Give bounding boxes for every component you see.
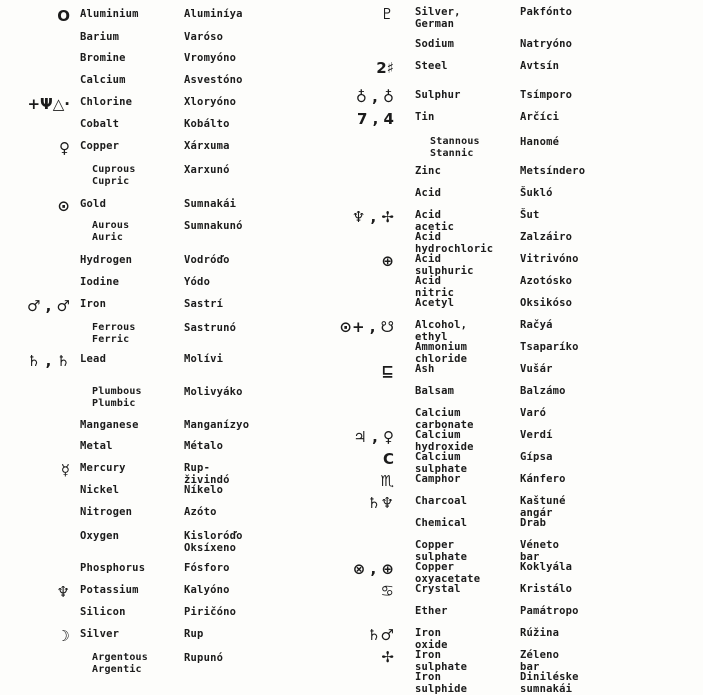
romani-term: Račyá bbox=[520, 319, 553, 331]
romani-term: Kristálo bbox=[520, 583, 573, 595]
alchemical-symbol-icon: ♄♆ bbox=[367, 494, 394, 512]
romani-term: Rupunó bbox=[184, 652, 224, 664]
alchemical-symbol-icon: ⊙+ , ☋ bbox=[339, 318, 394, 336]
english-term: Metal bbox=[80, 440, 113, 452]
romani-term: Molivyáko bbox=[184, 386, 243, 398]
romani-term: Xárxuma bbox=[184, 140, 230, 152]
english-term: Ether bbox=[415, 605, 448, 617]
english-term: Chemical bbox=[415, 517, 468, 529]
english-term: Nitrogen bbox=[80, 506, 133, 518]
alchemical-symbol-icon: C bbox=[382, 450, 394, 468]
english-term: Hydrogen bbox=[80, 254, 133, 266]
romani-term: Rup bbox=[184, 628, 204, 640]
romani-term: Pakfónto bbox=[520, 6, 573, 18]
romani-term: Balzámo bbox=[520, 385, 566, 397]
romani-term: Xarxunó bbox=[184, 164, 230, 176]
english-term: Camphor bbox=[415, 473, 461, 485]
romani-term: Sastrunó bbox=[184, 322, 237, 334]
romani-term: Kobálto bbox=[184, 118, 230, 130]
romani-term: Kaštuné angár bbox=[520, 495, 566, 519]
alchemical-symbol-icon: ♄♂ bbox=[367, 626, 394, 644]
romani-term: Rup-živindó bbox=[184, 462, 230, 486]
romani-term: Molívi bbox=[184, 353, 224, 365]
english-term: Stannous Stannic bbox=[430, 136, 480, 159]
english-term: Balsam bbox=[415, 385, 455, 397]
english-term: Iron sulphate bbox=[415, 649, 468, 673]
romani-term: Avtsín bbox=[520, 60, 560, 72]
english-term: Sodium bbox=[415, 38, 455, 50]
english-term: Potassium bbox=[80, 584, 139, 596]
romani-term: Tsímporo bbox=[520, 89, 573, 101]
alchemical-symbol-icon: 7 , 4 bbox=[356, 110, 394, 128]
english-term: Calcium sulphate bbox=[415, 451, 468, 475]
english-term: Phosphorus bbox=[80, 562, 146, 574]
romani-term: Vromyóno bbox=[184, 52, 237, 64]
english-term: Acid hydrochloric bbox=[415, 231, 494, 255]
english-term: Acid sulphuric bbox=[415, 253, 474, 277]
romani-term: Piričóno bbox=[184, 606, 237, 618]
english-term: Acid nitric bbox=[415, 275, 455, 299]
alchemical-symbol-icon: ⊗ , ⊕ bbox=[352, 560, 394, 578]
english-term: Alcohol, ethyl bbox=[415, 319, 468, 343]
english-term: Aurous Auric bbox=[92, 220, 130, 243]
english-term: Barium bbox=[80, 31, 120, 43]
english-term: Nickel bbox=[80, 484, 120, 496]
romani-term: Sastrí bbox=[184, 298, 224, 310]
english-term: Mercury bbox=[80, 462, 126, 474]
english-term: Ferrous Ferric bbox=[92, 322, 136, 345]
english-term: Iron bbox=[80, 298, 107, 310]
romani-term: Azóto bbox=[184, 506, 217, 518]
english-term: Cobalt bbox=[80, 118, 120, 130]
romani-term: Kalyóno bbox=[184, 584, 230, 596]
english-term: Gold bbox=[80, 198, 107, 210]
alchemical-symbol-icon: ☽ bbox=[56, 627, 70, 645]
english-term: Iodine bbox=[80, 276, 120, 288]
alchemical-symbol-icon: ♄ , ♄ bbox=[26, 352, 70, 370]
romani-term: Varó bbox=[520, 407, 547, 419]
english-term: Copper oxyacetate bbox=[415, 561, 481, 585]
english-term: Calcium bbox=[80, 74, 126, 86]
english-term: Copper sulphate bbox=[415, 539, 468, 563]
romani-term: Hanomé bbox=[520, 136, 560, 148]
romani-term: Zalzáiro bbox=[520, 231, 573, 243]
romani-term: Métalo bbox=[184, 440, 224, 452]
alchemical-symbol-icon: ♋ bbox=[380, 582, 394, 600]
english-term: Acetyl bbox=[415, 297, 455, 309]
romani-term: Níkelo bbox=[184, 484, 224, 496]
romani-term: Metsíndero bbox=[520, 165, 586, 177]
romani-term: Šut bbox=[520, 209, 540, 221]
romani-term: Natryóno bbox=[520, 38, 573, 50]
english-term: Ammonium chloride bbox=[415, 341, 468, 365]
romani-term: Véneto bar bbox=[520, 539, 560, 563]
romani-term: Azotósko bbox=[520, 275, 573, 287]
alchemical-symbol-icon: ☿ bbox=[60, 461, 70, 479]
romani-term: Asvestóno bbox=[184, 74, 243, 86]
english-term: Zinc bbox=[415, 165, 442, 177]
alchemical-symbol-icon: ⊑ bbox=[381, 362, 394, 380]
romani-term: Památropo bbox=[520, 605, 579, 617]
english-term: Silver, German bbox=[415, 6, 461, 30]
romani-term: Aluminíya bbox=[184, 8, 243, 20]
english-term: Ash bbox=[415, 363, 435, 375]
english-term: Crystal bbox=[415, 583, 461, 595]
english-term: Tin bbox=[415, 111, 435, 123]
alchemical-symbol-icon: ♆ , ✢ bbox=[351, 208, 394, 226]
alchemical-symbol-icon: ♇ bbox=[380, 5, 394, 23]
english-term: Oxygen bbox=[80, 530, 120, 542]
alchemical-symbol-icon: ✢ bbox=[381, 648, 394, 666]
romani-term: Vitrivóno bbox=[520, 253, 579, 265]
english-term: Plumbous Plumbic bbox=[92, 386, 142, 409]
alchemical-symbol-icon: ⊙ bbox=[57, 197, 70, 215]
english-term: Manganese bbox=[80, 419, 139, 431]
english-term: Lead bbox=[80, 353, 107, 365]
romani-term: Manganízyo bbox=[184, 419, 250, 431]
alchemical-symbol-icon: ⊕ bbox=[381, 252, 394, 270]
romani-term: Varóso bbox=[184, 31, 224, 43]
english-term: Calcium carbonate bbox=[415, 407, 474, 431]
english-term: Steel bbox=[415, 60, 448, 72]
alchemical-symbol-icon: ♃ , ♀ bbox=[353, 428, 394, 446]
romani-term: Oksikóso bbox=[520, 297, 573, 309]
english-term: Argentous Argentic bbox=[92, 652, 148, 675]
alchemical-symbol-icon: ♆ bbox=[56, 583, 70, 601]
english-term: Acid acetic bbox=[415, 209, 455, 233]
english-term: Sulphur bbox=[415, 89, 461, 101]
alchemical-symbol-icon: ♁ , ♁ bbox=[355, 88, 394, 106]
alchemical-symbol-icon: ♀ bbox=[59, 139, 70, 157]
english-term: Cuprous Cupric bbox=[92, 164, 136, 187]
english-term: Silver bbox=[80, 628, 120, 640]
english-term: Iron sulphide bbox=[415, 671, 468, 695]
romani-term: Drab bbox=[520, 517, 547, 529]
romani-term: Verdí bbox=[520, 429, 553, 441]
english-term: Silicon bbox=[80, 606, 126, 618]
romani-term: Vušár bbox=[520, 363, 553, 375]
english-term: Copper bbox=[80, 140, 120, 152]
alchemical-symbol-icon: 2♯ bbox=[376, 59, 394, 77]
english-term: Calcium hydroxide bbox=[415, 429, 474, 453]
romani-term: Sumnakái bbox=[184, 198, 237, 210]
romani-term: Sumnakunó bbox=[184, 220, 243, 232]
romani-term: Xloryóno bbox=[184, 96, 237, 108]
english-term: Bromine bbox=[80, 52, 126, 64]
romani-term: Zéleno bar bbox=[520, 649, 560, 673]
romani-term: Rúžina bbox=[520, 627, 560, 639]
romani-term: Fósforo bbox=[184, 562, 230, 574]
romani-term: Gípsa bbox=[520, 451, 553, 463]
romani-term: Šukló bbox=[520, 187, 553, 199]
english-term: Charcoal bbox=[415, 495, 468, 507]
romani-term: Kánfero bbox=[520, 473, 566, 485]
alchemical-symbol-icon: ♂ , ♂ bbox=[26, 297, 70, 315]
romani-term: Koklyála bbox=[520, 561, 573, 573]
english-term: Iron oxide bbox=[415, 627, 448, 651]
english-term: Chlorine bbox=[80, 96, 133, 108]
alchemical-symbol-icon: O bbox=[57, 7, 70, 25]
alchemical-symbol-icon: +Ψ△· bbox=[27, 95, 70, 113]
english-term: Acid bbox=[415, 187, 442, 199]
romani-term: Kisloróďo Oksíxeno bbox=[184, 530, 243, 554]
romani-term: Arčíci bbox=[520, 111, 560, 123]
romani-term: Vodróďo bbox=[184, 254, 230, 266]
romani-term: Yódo bbox=[184, 276, 211, 288]
english-term: Aluminium bbox=[80, 8, 139, 20]
romani-term: Diniléske sumnakái bbox=[520, 671, 579, 695]
alchemical-symbol-icon: ♏ bbox=[380, 472, 394, 490]
romani-term: Tsaparíko bbox=[520, 341, 579, 353]
